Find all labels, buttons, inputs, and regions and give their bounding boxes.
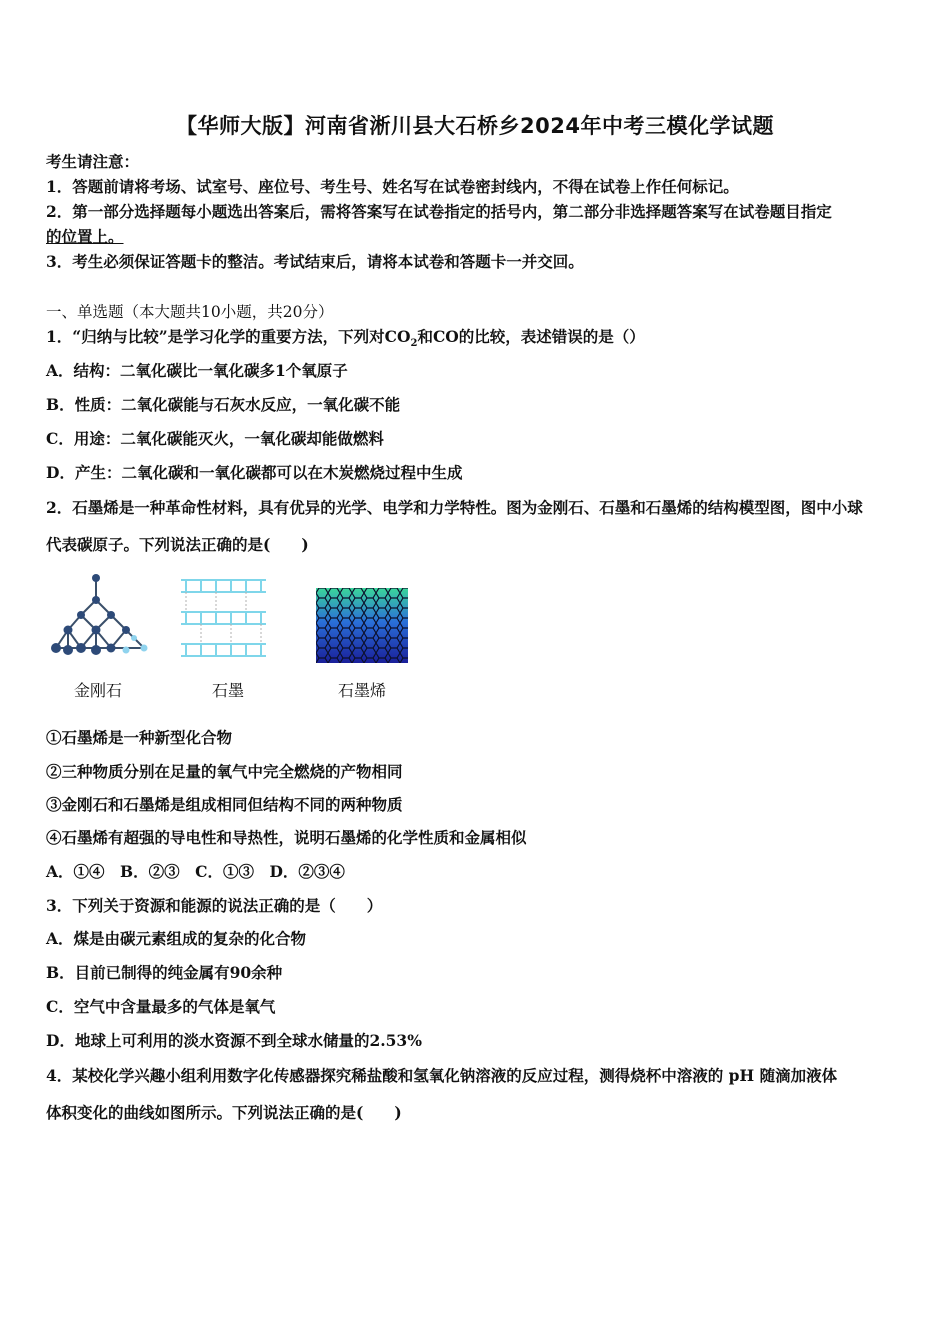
notice-item-1: 1．答题前请将考场、试室号、座位号、考生号、姓名写在试卷密封线内，不得在试卷上作任何标记。 [46, 177, 739, 196]
q2-statement-4: ④石墨烯有超强的导电性和导热性，说明石墨烯的化学性质和金属相似 [46, 828, 527, 847]
q1-stem-sub: 2 [410, 338, 418, 350]
q1-option-c: C．用途：二氧化碳能灭火，一氧化碳却能做燃料 [46, 429, 384, 448]
section-heading: 一、单选题（本大题共10小题，共20分） [46, 303, 334, 321]
q2-statement-1: ①石墨烯是一种新型化合物 [46, 728, 233, 747]
q2-statement-2: ②三种物质分别在足量的氧气中完全燃烧的产物相同 [46, 762, 403, 781]
q2-stem-line2: 代表碳原子。下列说法正确的是( ) [46, 535, 309, 554]
notice-item-2-cont [46, 227, 124, 247]
diamond-structure-image [46, 570, 156, 665]
q3-option-c: C．空气中含量最多的气体是氧气 [46, 997, 276, 1016]
q4-stem-line1: 4．某校化学兴趣小组利用数字化传感器探究稀盐酸和氢氧化钠溶液的反应过程，测得烧杯中溶液的 pH 随滴加液体 [46, 1066, 838, 1085]
q1-option-b: B．性质：二氧化碳能与石灰水反应，一氧化碳不能 [46, 395, 401, 414]
q2-statement-3: ③金刚石和石墨烯是组成相同但结构不同的两种物质 [46, 795, 403, 814]
figure-label-graphite: 石墨 [211, 681, 244, 700]
q4-stem-line2: 体积变化的曲线如图所示。下列说法正确的是( ) [46, 1103, 402, 1122]
q3-option-d: D．地球上可利用的淡水资源不到全球水储量的2.53% [46, 1031, 422, 1050]
q1-stem [46, 327, 645, 354]
q3-option-a: A．煤是由碳元素组成的复杂的化合物 [46, 929, 307, 948]
figure-label-graphene: 石墨烯 [337, 681, 386, 700]
q3-stem: 3．下列关于资源和能源的说法正确的是（ ） [46, 896, 383, 915]
q1-option-d: D．产生：二氧化碳和一氧化碳都可以在木炭燃烧过程中生成 [46, 463, 463, 482]
graphene-structure-image [316, 588, 408, 663]
page-title: 【华师大版】河南省淅川县大石桥乡2024年中考三模化学试题 [176, 114, 774, 138]
q1-option-a: A．结构：二氧化碳比一氧化碳多1个氧原子 [46, 361, 348, 380]
q1-stem-b: 和CO的比较，表述错误的是（） [417, 327, 645, 346]
figure-label-diamond: 金刚石 [73, 681, 122, 700]
q1-stem-a: 1．“归纳与比较”是学习化学的重要方法，下列对CO [46, 327, 411, 346]
notice-item-3: 3．考生必须保证答题卡的整洁。考试结束后，请将本试卷和答题卡一并交回。 [46, 252, 584, 271]
underlined-text: 的位置上。 [46, 227, 124, 246]
q2-options: A．①④ B．②③ C．①③ D．②③④ [46, 862, 345, 881]
q2-stem-line1: 2．石墨烯是一种革命性材料，具有优异的光学、电学和力学特性。图为金刚石、石墨和石墨烯的结构模型图，图中小球 [46, 498, 863, 517]
notice-item-2: 2．第一部分选择题每小题选出答案后，需将答案写在试卷指定的括号内，第二部分非选择题答案写在试卷题目指定 [46, 202, 832, 221]
q3-option-b: B．目前已制得的纯金属有90余种 [46, 963, 283, 982]
notice-heading: 考生请注意： [46, 152, 140, 171]
graphite-structure-image [176, 570, 271, 665]
